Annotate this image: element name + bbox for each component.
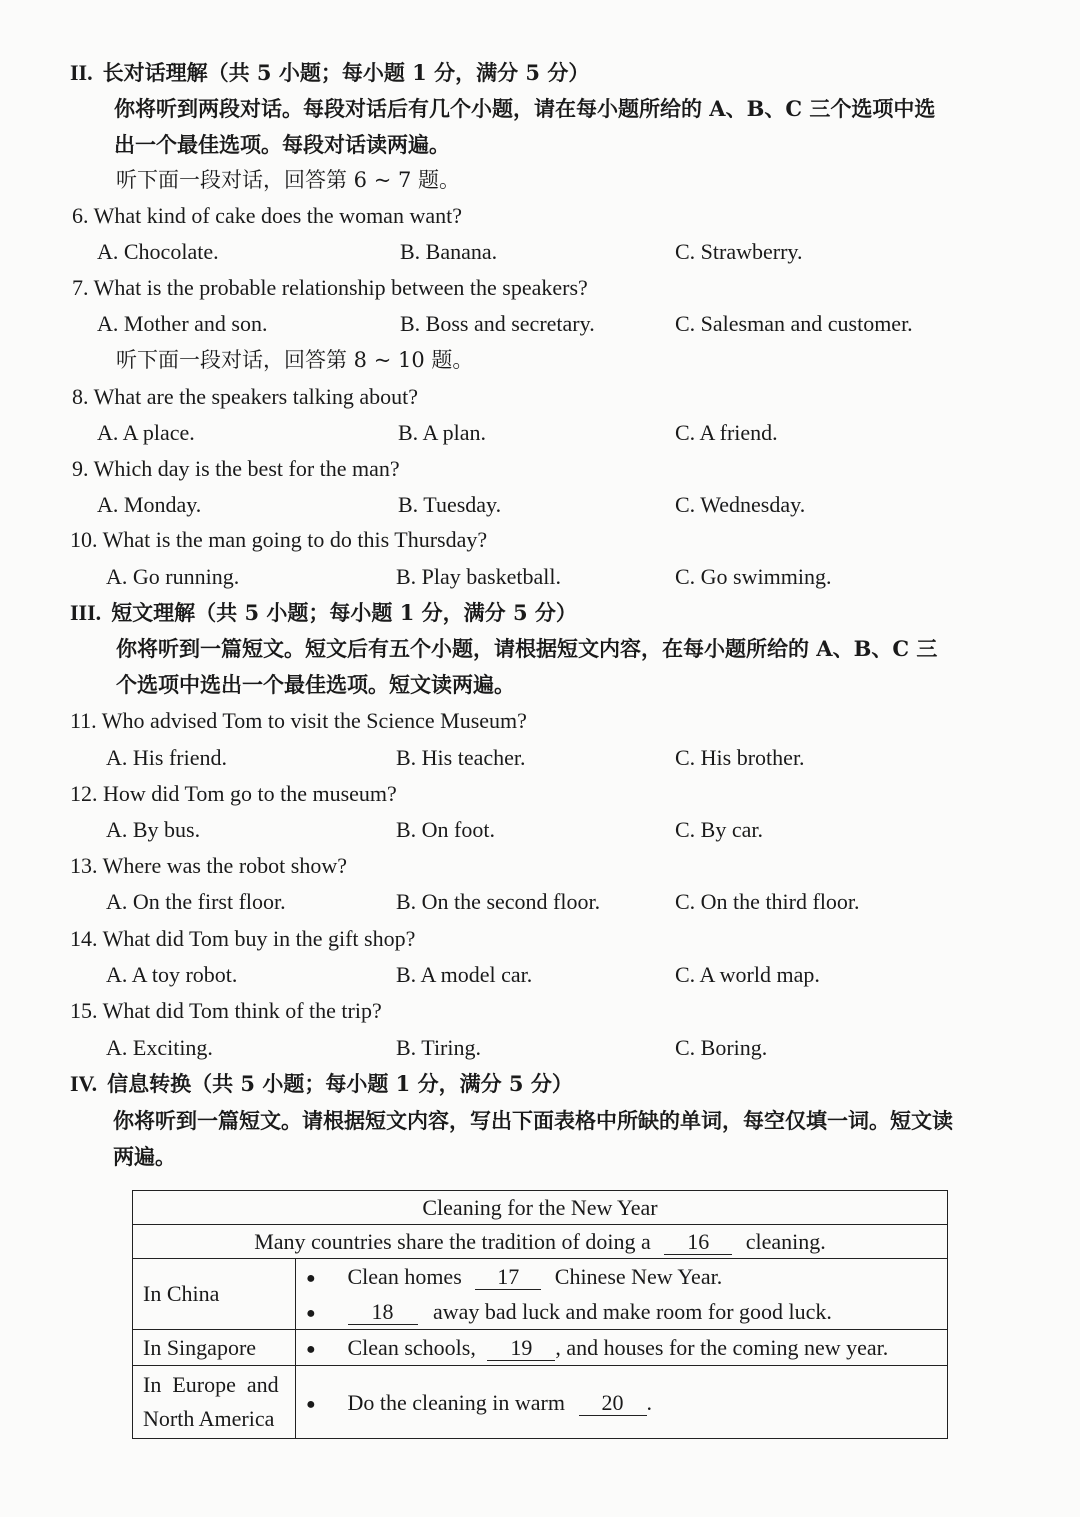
china-1-text: Clean homes	[347, 1264, 462, 1289]
section-4-number: IV.	[70, 1071, 98, 1096]
q6-option-c: C. Strawberry.	[675, 239, 803, 264]
china-row-1	[306, 1259, 937, 1294]
europe-text: Do the cleaning in warm	[347, 1389, 565, 1415]
q10-option-b: B. Play basketball.	[396, 564, 561, 589]
q11-option-b: B. His teacher.	[396, 745, 526, 770]
china-1-end: Chinese New Year.	[554, 1264, 723, 1289]
question-6: 6. What kind of cake does the woman want?	[72, 203, 462, 228]
question-7: 7. What is the probable relationship between the speakers?	[72, 275, 588, 300]
q10-option-c: C. Go swimming.	[675, 564, 832, 589]
q9-option-a: A. Monday.	[97, 492, 202, 517]
q12-option-b: B. On foot.	[396, 817, 495, 842]
singapore-row	[306, 1330, 937, 1365]
section-3-instruction-1: 你将听到一篇短文。短文后有五个小题，请根据短文内容，在每小题所给的 A、B、C 三	[116, 636, 938, 661]
china-row-2	[306, 1294, 937, 1329]
question-10: 10. What is the man going to do this Thursday?	[70, 527, 488, 552]
dialogue-2-instruction: 听下面一段对话，回答第 8 ~ 10 题。	[116, 348, 474, 372]
bullet-icon: ●	[306, 1270, 316, 1288]
label-europe-na	[133, 1366, 296, 1439]
table-title: Cleaning for the New Year	[133, 1191, 948, 1225]
section-2-heading	[70, 58, 589, 88]
blank-17: 17	[475, 1265, 541, 1290]
question-11: 11. Who advised Tom to visit the Science Museum?	[70, 708, 527, 733]
china-details	[296, 1259, 948, 1330]
q15-option-a: A. Exciting.	[106, 1035, 213, 1060]
q9-option-c: C. Wednesday.	[675, 492, 806, 517]
q6-option-a: A. Chocolate.	[97, 239, 219, 264]
q15-option-c: C. Boring.	[675, 1035, 768, 1060]
section-3-heading	[70, 598, 577, 628]
q14-option-b: B. A model car.	[396, 962, 533, 987]
section-2-number: II.	[70, 60, 93, 85]
question-15: 15. What did Tom think of the trip?	[70, 998, 382, 1023]
blank-20: 20	[579, 1391, 647, 1416]
china-2-text: away bad luck and make room for good luck.	[433, 1299, 832, 1324]
q6-option-b: B. Banana.	[400, 239, 498, 264]
q12-option-a: A. By bus.	[106, 817, 201, 842]
section-4-heading	[70, 1069, 573, 1099]
label-europe-line-1: In Europe and	[143, 1372, 279, 1397]
section-3-instruction-2: 个选项中选出一个最佳选项。短文读两遍。	[116, 672, 515, 697]
singapore-details	[296, 1330, 948, 1366]
question-9: 9. Which day is the best for the man?	[72, 456, 400, 481]
q7-option-b: B. Boss and secretary.	[400, 311, 595, 336]
section-3-number: III.	[70, 600, 102, 625]
singapore-end: , and houses for the coming new year.	[555, 1335, 889, 1360]
section-2-instruction-1: 你将听到两段对话。每段对话后有几个小题，请在每小题所给的 A、B、C 三个选项中选	[114, 96, 936, 121]
blank-16: 16	[664, 1230, 732, 1255]
dialogue-1-instruction: 听下面一段对话，回答第 6 ~ 7 题。	[116, 168, 461, 192]
q14-option-a: A. A toy robot.	[106, 962, 238, 987]
q8-option-c: C. A friend.	[675, 420, 778, 445]
q7-option-a: A. Mother and son.	[97, 311, 268, 336]
table-intro-row	[133, 1225, 948, 1259]
section-3-title: 短文理解（共 5 小题；每小题 1 分，满分 5 分）	[111, 600, 577, 625]
question-14: 14. What did Tom buy in the gift shop?	[70, 926, 416, 951]
bullet-icon: ●	[306, 1395, 316, 1413]
q9-option-b: B. Tuesday.	[398, 492, 502, 517]
singapore-text: Clean schools,	[347, 1335, 476, 1360]
section-2-title: 长对话理解（共 5 小题；每小题 1 分，满分 5 分）	[102, 60, 590, 85]
q12-option-c: C. By car.	[675, 817, 763, 842]
bullet-icon: ●	[306, 1341, 316, 1359]
question-8: 8. What are the speakers talking about?	[72, 384, 418, 409]
q11-option-c: C. His brother.	[675, 745, 805, 770]
blank-19: 19	[487, 1336, 555, 1361]
europe-details	[296, 1366, 948, 1439]
section-2-instruction-2: 出一个最佳选项。每段对话读两遍。	[114, 132, 450, 157]
table-intro-end: cleaning.	[745, 1228, 826, 1254]
question-12: 12. How did Tom go to the museum?	[70, 781, 397, 806]
q10-option-a: A. Go running.	[106, 564, 240, 589]
label-china: In China	[133, 1259, 296, 1330]
q13-option-a: A. On the first floor.	[106, 889, 286, 914]
q13-option-c: C. On the third floor.	[675, 889, 860, 914]
information-table	[132, 1190, 948, 1439]
q11-option-a: A. His friend.	[106, 745, 227, 770]
section-4-instruction-1: 你将听到一篇短文。请根据短文内容，写出下面表格中所缺的单词，每空仅填一词。短文读	[113, 1108, 953, 1133]
q15-option-b: B. Tiring.	[396, 1035, 481, 1060]
q8-option-b: B. A plan.	[398, 420, 487, 445]
section-4-title: 信息转换（共 5 小题；每小题 1 分，满分 5 分）	[107, 1071, 573, 1096]
question-13: 13. Where was the robot show?	[70, 853, 347, 878]
blank-18: 18	[348, 1300, 418, 1325]
q8-option-a: A. A place.	[97, 420, 195, 445]
q13-option-b: B. On the second floor.	[396, 889, 601, 914]
q14-option-c: C. A world map.	[675, 962, 820, 987]
label-singapore: In Singapore	[133, 1330, 296, 1366]
section-4-instruction-2: 两遍。	[113, 1144, 176, 1169]
europe-end: .	[646, 1389, 652, 1415]
q7-option-c: C. Salesman and customer.	[675, 311, 913, 336]
bullet-icon: ●	[306, 1305, 316, 1323]
label-europe-line-2: North America	[143, 1406, 275, 1431]
europe-row	[306, 1385, 937, 1420]
table-intro-text: Many countries share the tradition of doing a	[254, 1228, 651, 1254]
